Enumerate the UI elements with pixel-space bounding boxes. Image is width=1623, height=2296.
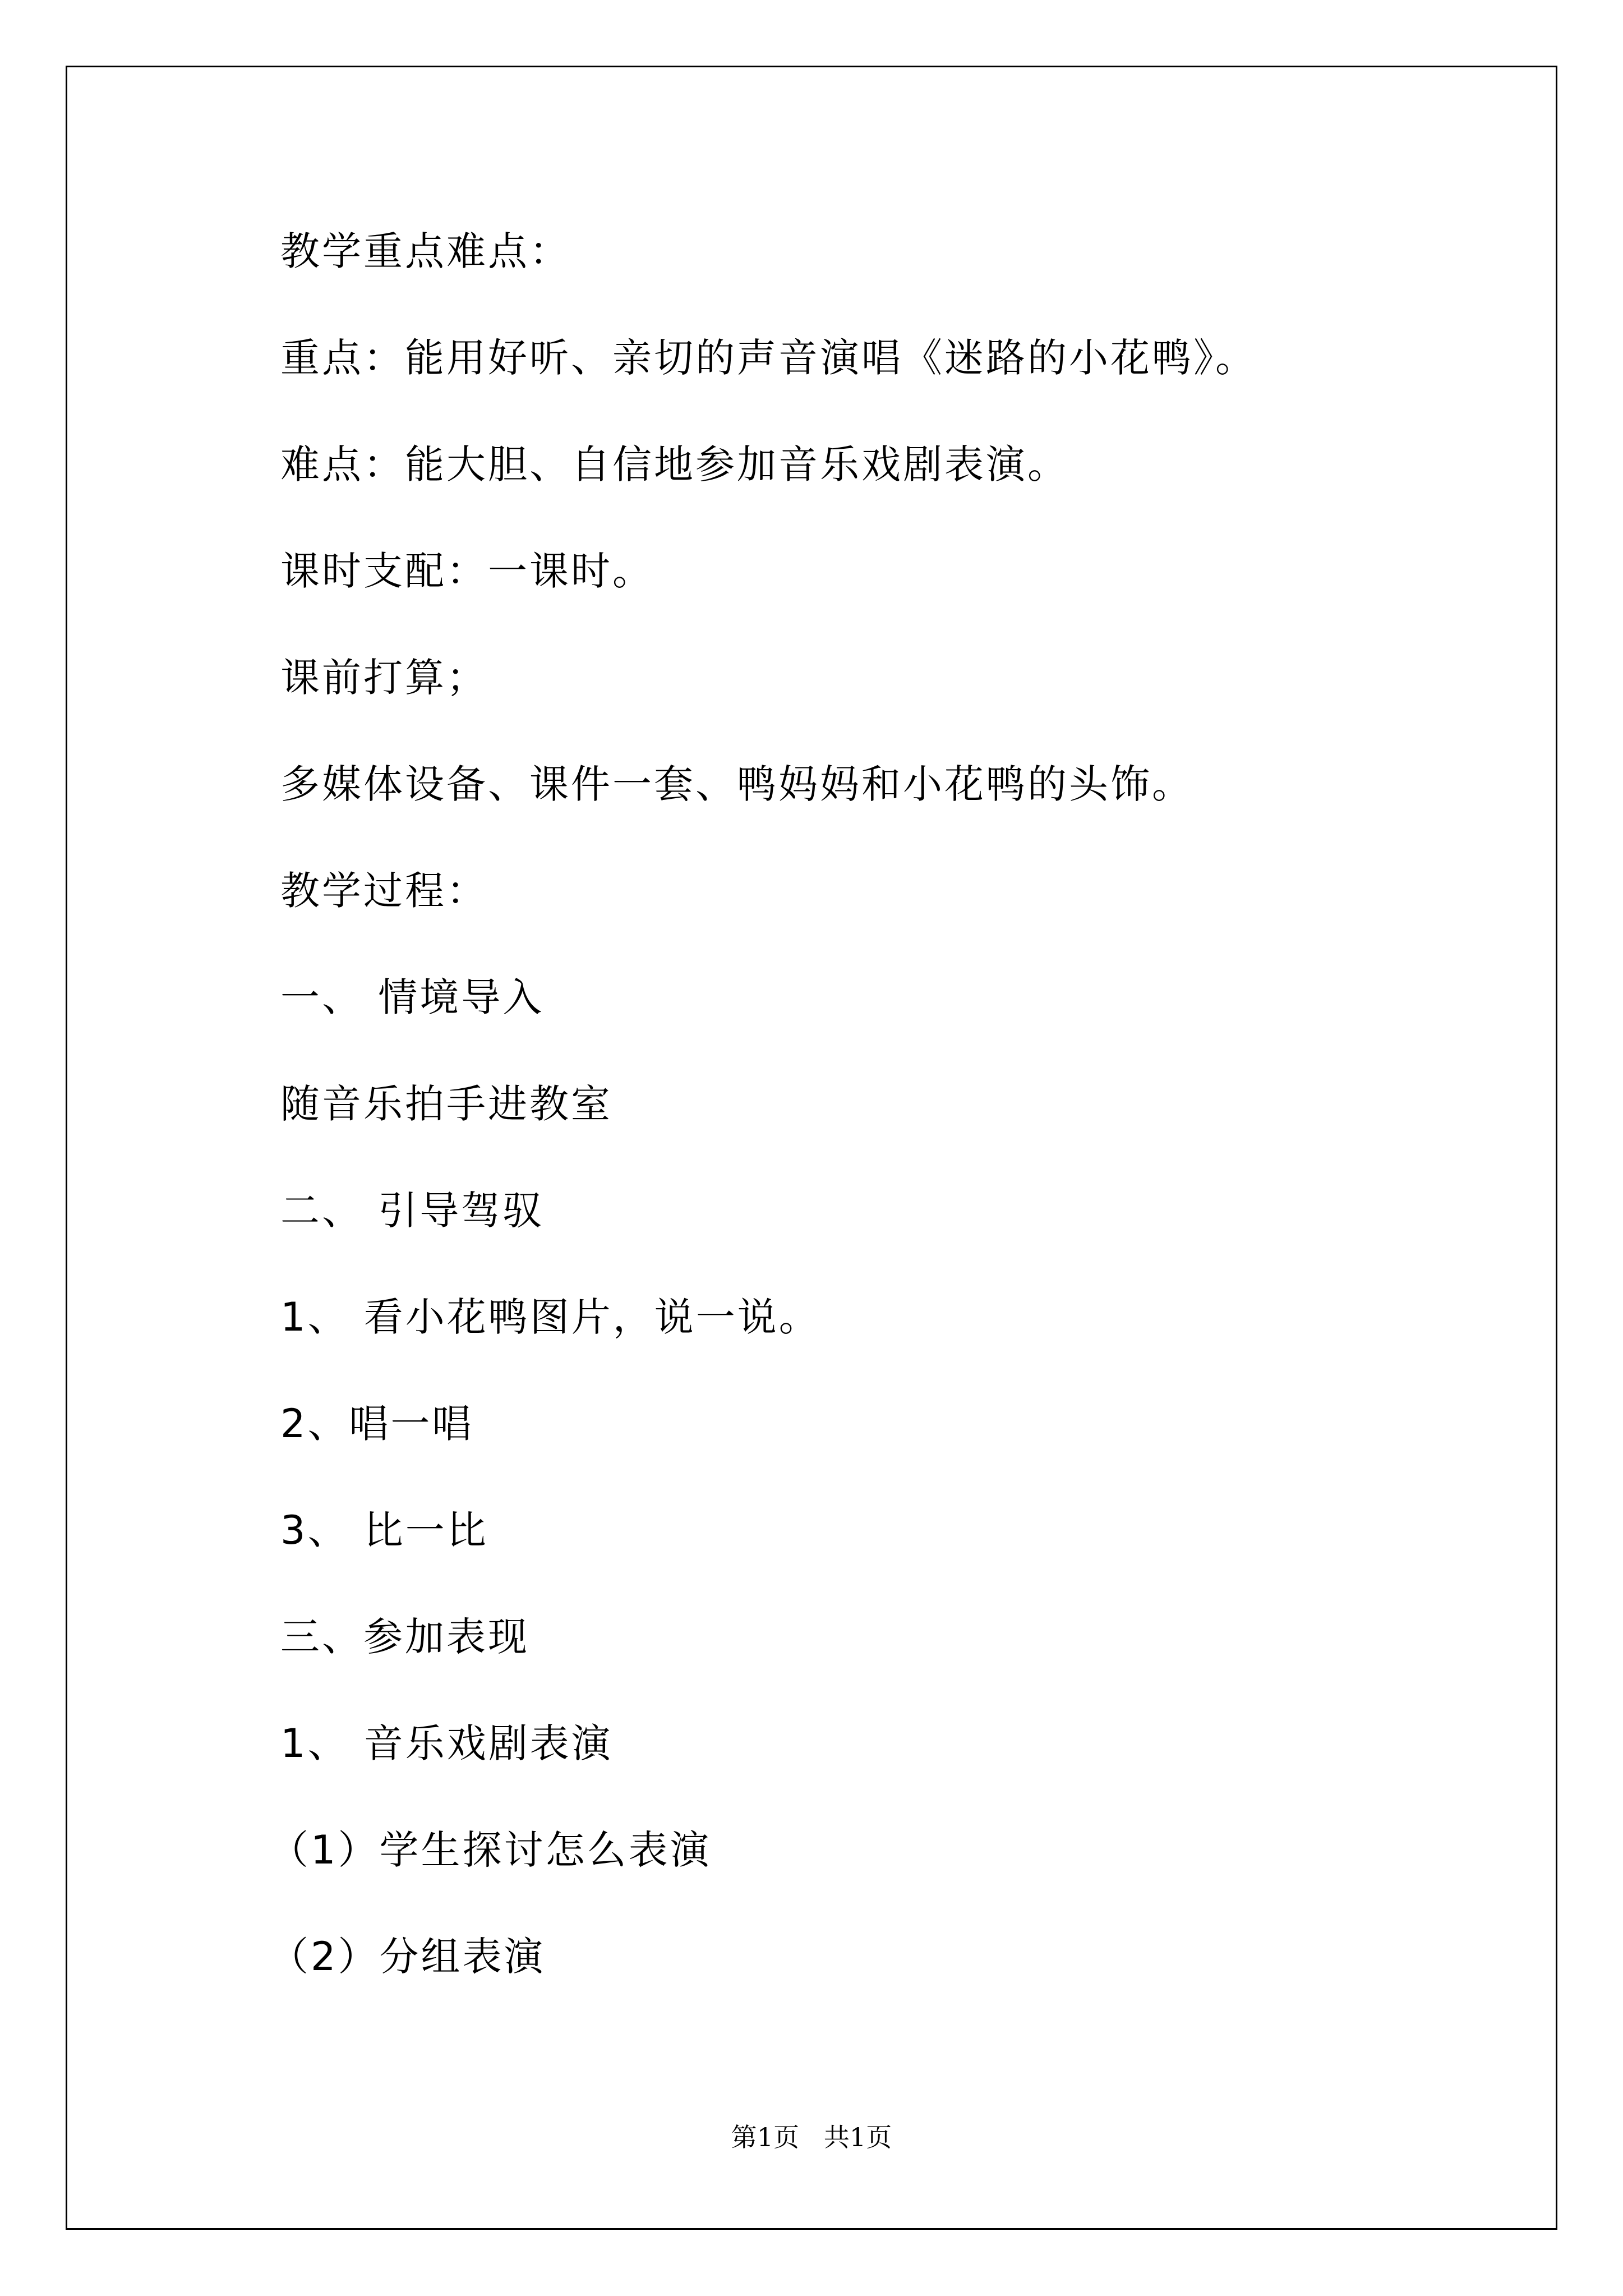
performance-step-one: 1、 音乐戏剧表演 <box>280 1720 613 1766</box>
heading-key-difficult-points: 教学重点难点： <box>280 228 571 274</box>
preparation-heading: 课前打算； <box>280 655 488 701</box>
section-two-heading: 二、 引导驾驭 <box>280 1188 545 1234</box>
step-one-line: 1、 看小花鸭图片，说一说。 <box>280 1294 820 1340</box>
sub-step-one: （1）学生探讨怎么表演 <box>269 1827 712 1873</box>
step-two-line: 2、唱一唱 <box>280 1401 474 1447</box>
step-three-line: 3、 比一比 <box>280 1507 488 1553</box>
section-three-heading: 三、参加表现 <box>280 1614 529 1660</box>
class-hours-line: 课时支配：一课时。 <box>280 548 654 594</box>
section-one-text: 随音乐拍手进教室 <box>280 1081 612 1127</box>
difficult-point-line: 难点：能大胆、自信地参加音乐戏剧表演。 <box>280 441 1069 487</box>
teaching-process-heading: 教学过程： <box>280 868 488 914</box>
preparation-items-line: 多媒体设备、课件一套、鸭妈妈和小花鸭的头饰。 <box>280 761 1193 807</box>
page-border <box>66 66 1557 2230</box>
page-number-footer: 第1页 共1页 <box>731 2122 892 2152</box>
key-point-line: 重点：能用好听、亲切的声音演唱《迷路的小花鸭》。 <box>280 335 1257 381</box>
sub-step-two: （2）分组表演 <box>269 1934 546 1980</box>
section-one-heading: 一、 情境导入 <box>280 974 545 1020</box>
